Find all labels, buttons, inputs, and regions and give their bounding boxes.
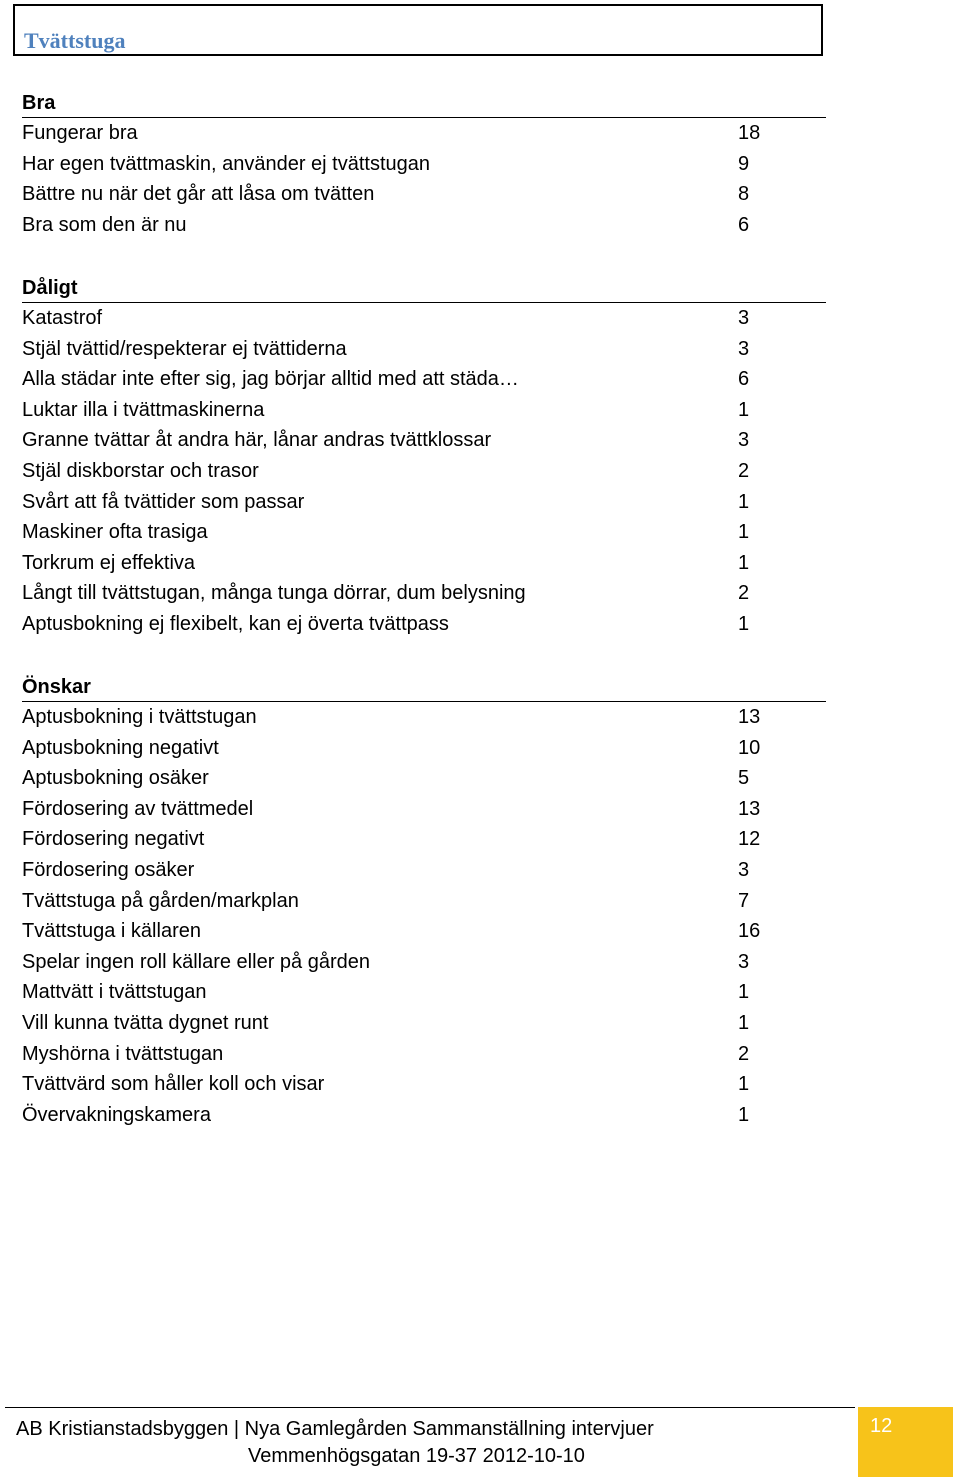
list-item (22, 210, 826, 241)
item-label: Aptusbokning osäker (22, 767, 209, 790)
list-item (22, 977, 826, 1008)
footer-line-1: AB Kristianstadsbyggen | Nya Gamlegården Sammanställning intervjuer (16, 1418, 654, 1440)
item-count: 9 (738, 152, 750, 175)
item-label: Aptusbokning i tvättstugan (22, 706, 257, 728)
item-count: 3 (738, 858, 750, 881)
item-count: 7 (738, 889, 750, 912)
section-onskar (22, 674, 826, 1130)
item-count: 5 (738, 767, 750, 790)
section-heading: Önskar (22, 674, 826, 702)
section-rows (22, 303, 826, 640)
item-label: Tvättvärd som håller koll och visar (22, 1073, 325, 1096)
item-label: Aptusbokning negativt (22, 736, 219, 759)
list-item (22, 395, 826, 426)
section-rows (22, 702, 826, 1130)
item-label: Tvättstuga i källaren (22, 920, 201, 943)
item-label: Bra som den är nu (22, 213, 187, 236)
list-item (22, 1008, 826, 1039)
item-count: 10 (738, 736, 761, 759)
item-label: Luktar illa i tvättmaskinerna (22, 398, 265, 421)
item-label: Vill kunna tvätta dygnet runt (22, 1011, 269, 1034)
section-heading: Dåligt (22, 275, 826, 303)
item-label: Svårt att få tvättider som passar (22, 490, 305, 513)
item-label: Myshörna i tvättstugan (22, 1042, 224, 1065)
list-item (22, 824, 826, 855)
item-label: Långt till tvättstugan, många tunga dörrar, dum belysning (22, 582, 526, 605)
item-label: Fördosering negativt (22, 828, 205, 851)
item-count: 8 (738, 183, 750, 206)
list-item (22, 1069, 826, 1100)
item-count: 1 (738, 551, 750, 574)
item-count: 1 (738, 1103, 750, 1126)
list-item (22, 487, 826, 518)
item-count: 2 (738, 1042, 750, 1065)
item-count: 1 (738, 521, 750, 544)
item-count: 3 (738, 307, 750, 329)
item-count: 3 (738, 429, 750, 452)
item-label: Katastrof (22, 307, 103, 329)
title-box (13, 4, 823, 56)
item-label: Granne tvättar åt andra här, lånar andras tvättklossar (22, 429, 492, 452)
item-count: 1 (738, 398, 750, 421)
item-count: 13 (738, 706, 761, 728)
section-daligt (22, 275, 826, 640)
item-count: 16 (738, 920, 761, 943)
list-item (22, 855, 826, 886)
list-item (22, 916, 826, 947)
section-rows (22, 118, 826, 240)
list-item (22, 947, 826, 978)
item-label: Har egen tvättmaskin, använder ej tvättstugan (22, 152, 431, 175)
page-title: Tvättstuga (24, 28, 126, 53)
footer-divider (5, 1407, 855, 1408)
list-item (22, 179, 826, 210)
list-item (22, 886, 826, 917)
item-count: 12 (738, 828, 761, 851)
item-label: Mattvätt i tvättstugan (22, 981, 207, 1004)
footer-line-2: Vemmenhögsgatan 19-37 2012-10-10 (248, 1445, 585, 1467)
list-item (22, 334, 826, 365)
item-count: 1 (738, 1011, 750, 1034)
list-item (22, 118, 826, 149)
section-heading: Bra (22, 90, 826, 118)
item-count: 6 (738, 213, 750, 236)
item-count: 3 (738, 950, 750, 973)
item-label: Spelar ingen roll källare eller på gården (22, 950, 370, 973)
item-label: Bättre nu när det går att låsa om tvätten (22, 183, 375, 206)
list-item (22, 364, 826, 395)
item-label: Alla städar inte efter sig, jag börjar alltid med att städa… (22, 368, 519, 391)
list-item (22, 702, 826, 733)
list-item (22, 425, 826, 456)
item-count: 1 (738, 612, 750, 635)
list-item (22, 1100, 826, 1131)
footer (16, 1416, 846, 1470)
list-item (22, 794, 826, 825)
item-label: Stjäl tvättid/respekterar ej tvättiderna (22, 337, 347, 360)
list-item (22, 1039, 826, 1070)
item-count: 13 (738, 797, 761, 820)
item-label: Tvättstuga på gården/markplan (22, 889, 299, 912)
item-label: Fungerar bra (22, 122, 138, 144)
list-item (22, 609, 826, 640)
list-item (22, 303, 826, 334)
item-label: Övervakningskamera (22, 1103, 211, 1126)
list-item (22, 733, 826, 764)
item-count: 2 (738, 459, 750, 482)
item-label: Fördosering osäker (22, 858, 195, 881)
item-count: 1 (738, 981, 750, 1004)
item-count: 1 (738, 490, 750, 513)
list-item (22, 548, 826, 579)
item-label: Fördosering av tvättmedel (22, 797, 254, 820)
item-count: 18 (738, 122, 761, 144)
item-label: Torkrum ej effektiva (22, 551, 196, 574)
page-number: 12 (870, 1415, 893, 1437)
list-item (22, 517, 826, 548)
list-item (22, 578, 826, 609)
list-item (22, 763, 826, 794)
item-count: 6 (738, 368, 750, 391)
item-count: 2 (738, 582, 750, 605)
item-label: Stjäl diskborstar och trasor (22, 459, 259, 482)
section-bra (22, 90, 826, 240)
list-item (22, 456, 826, 487)
page-number-badge (858, 1407, 953, 1477)
item-label: Aptusbokning ej flexibelt, kan ej överta tvättpass (22, 612, 449, 635)
list-item (22, 149, 826, 180)
item-label: Maskiner ofta trasiga (22, 521, 208, 544)
item-count: 1 (738, 1073, 750, 1096)
item-count: 3 (738, 337, 750, 360)
